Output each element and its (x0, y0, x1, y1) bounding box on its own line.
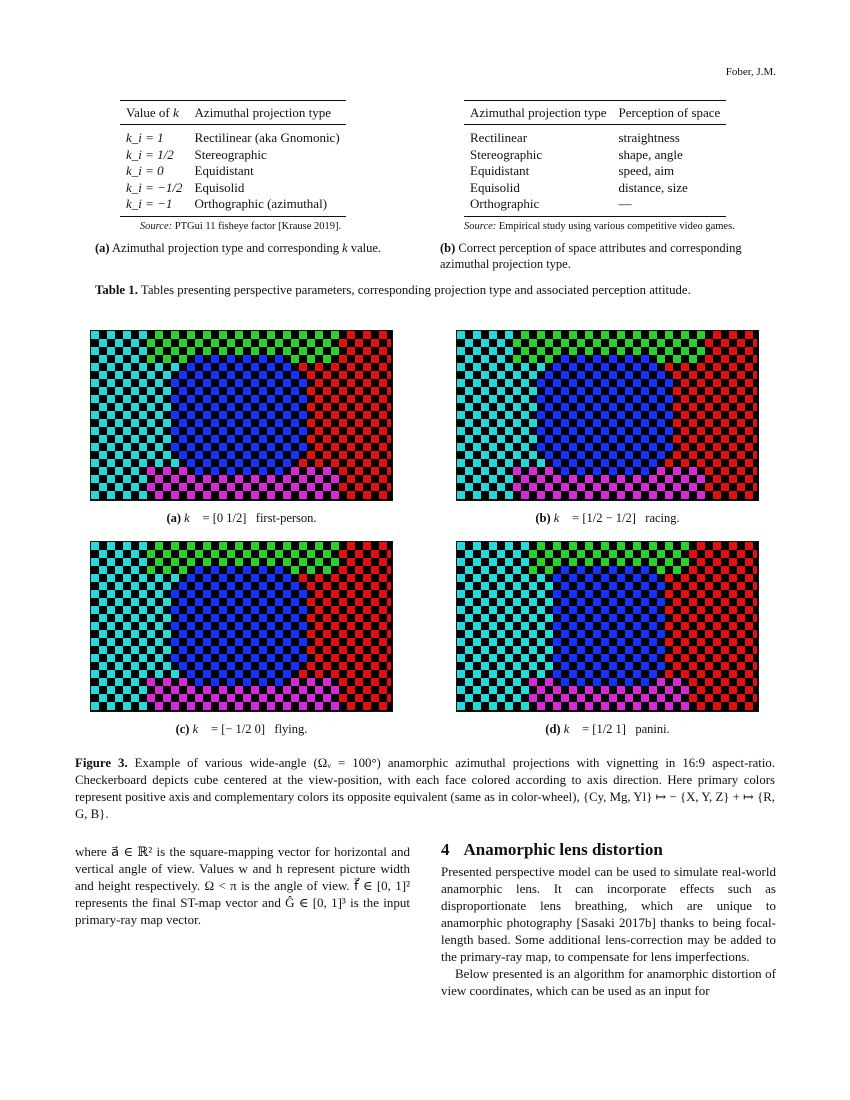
figure-c-caption: (c) k⃗ = [− 1/2 0] flying. (175, 722, 308, 736)
table-b-cell: Rectilinear (470, 130, 528, 145)
table-b-row (464, 125, 726, 147)
table1-caption: Table 1. Tables presenting perspective parameters, corresponding projection type and associated perception attitude. (95, 283, 691, 297)
running-header-author: Fober, J.M. (725, 66, 776, 78)
table-a-cell: k_i = 0 (126, 163, 164, 178)
table-b-cell: — (612, 196, 726, 216)
table-b-header-type: Azimuthal projection type (464, 101, 612, 125)
table-a-source: Source: PTGui 11 fisheye factor [Krause 2019]. (139, 220, 342, 232)
table-a-cell: k_i = −1/2 (126, 179, 183, 195)
left-column-paragraph: where a⃗ ∈ ℝ² is the square-mapping vector for horizontal and vertical angle of view. Values w and h represent picture width and height respectively. Ω < π is the angle of view. f⃗ ∈ [0, 1]² represents the final ST-map vector and Ĝ ∈ [0, 1]³ is the input primary-ray map vector. (75, 844, 410, 927)
table-b-cell: Stereographic (470, 146, 543, 162)
table-b-cell: speed, aim (618, 163, 675, 178)
table-a-row (120, 196, 346, 216)
figure-d-image (456, 541, 759, 712)
figure-c-image (90, 541, 393, 712)
table-a-row (120, 180, 346, 197)
section-heading: 4 Anamorphic lens distortion (441, 840, 663, 859)
table-b-header-perception: Perception of space (612, 101, 726, 125)
table-a-cell: k_i = 1 (126, 130, 164, 145)
table-b-caption: (b) Correct perception of space attributes and corresponding azimuthal projection type. (440, 241, 742, 271)
table-b-row (464, 180, 726, 197)
section-paragraph-1: Presented perspective model can be used to simulate real-world anamorphic lens. It can incorporate effects such as disproportionate lens breathing, which are unique to anamorphic photography [Sasaki 2017b] thanks to being focal-length based. Some additional lens-correction may be added to the primary-ray map, to compensate for lens imperfections. (441, 864, 776, 964)
table-a-cell: Rectilinear (aka Gnomonic) (194, 130, 340, 145)
figure-a-caption: (a) k⃗ = [0 1/2] first-person. (166, 511, 317, 525)
table-a-row (120, 163, 346, 180)
table-a-block (118, 100, 368, 232)
table-a-cell: Stereographic (194, 146, 267, 162)
table-a-row (120, 147, 346, 164)
table-b-cell: shape, angle (618, 146, 683, 162)
table-a (120, 100, 346, 217)
table-a-header-type: Azimuthal projection type (189, 101, 346, 125)
table-b-source: Source: Empirical study using various competitive video games. (464, 220, 735, 232)
table-b-block (464, 100, 764, 232)
figure-a-image (90, 330, 393, 501)
figure-b-caption: (b) k⃗ = [1/2 − 1/2] racing. (535, 511, 680, 525)
table-a-header-k: Value of k (120, 101, 189, 125)
table-a-cell: Equidistant (194, 163, 254, 178)
table-b-row (464, 196, 726, 216)
section-paragraph-2: Below presented is an algorithm for anamorphic distortion of view coordinates, which can be used as an input for (441, 966, 776, 998)
table-a-row (120, 125, 346, 147)
table-b-row (464, 147, 726, 164)
table-b-cell: straightness (618, 130, 680, 145)
table-a-cell: k_i = 1/2 (126, 146, 174, 162)
table-a-cell: Equisolid (194, 179, 245, 195)
table-b-cell: Equidistant (470, 163, 530, 178)
table-b-cell: Orthographic (464, 196, 612, 216)
table-a-cell: k_i = −1 (120, 196, 189, 216)
table-b (464, 100, 726, 217)
table-b-cell: Equisolid (470, 179, 520, 195)
table-b-cell: distance, size (618, 179, 688, 195)
table-a-cell: Orthographic (azimuthal) (189, 196, 346, 216)
table-a-caption: (a) Azimuthal projection type and corresponding k value. (95, 241, 382, 255)
table-b-row (464, 163, 726, 180)
figure3-caption: Figure 3. Example of various wide-angle (Ωᵥ = 100°) anamorphic azimuthal projections with vignetting in 16:9 aspect-ratio. Checkerboard depicts cube centered at the view-position, with each face colored according to axis direction. Here primary colors represent positive axis and complementary colors its opposite equivalent (same as in color-wheel), {Cy, Mg, Yl} ↦ − {X, Y, Z} + ↦ {R, G, B}. (75, 756, 775, 821)
figure-b-image (456, 330, 759, 501)
figure-d-caption: (d) k⃗ = [1/2 1] panini. (545, 722, 670, 736)
